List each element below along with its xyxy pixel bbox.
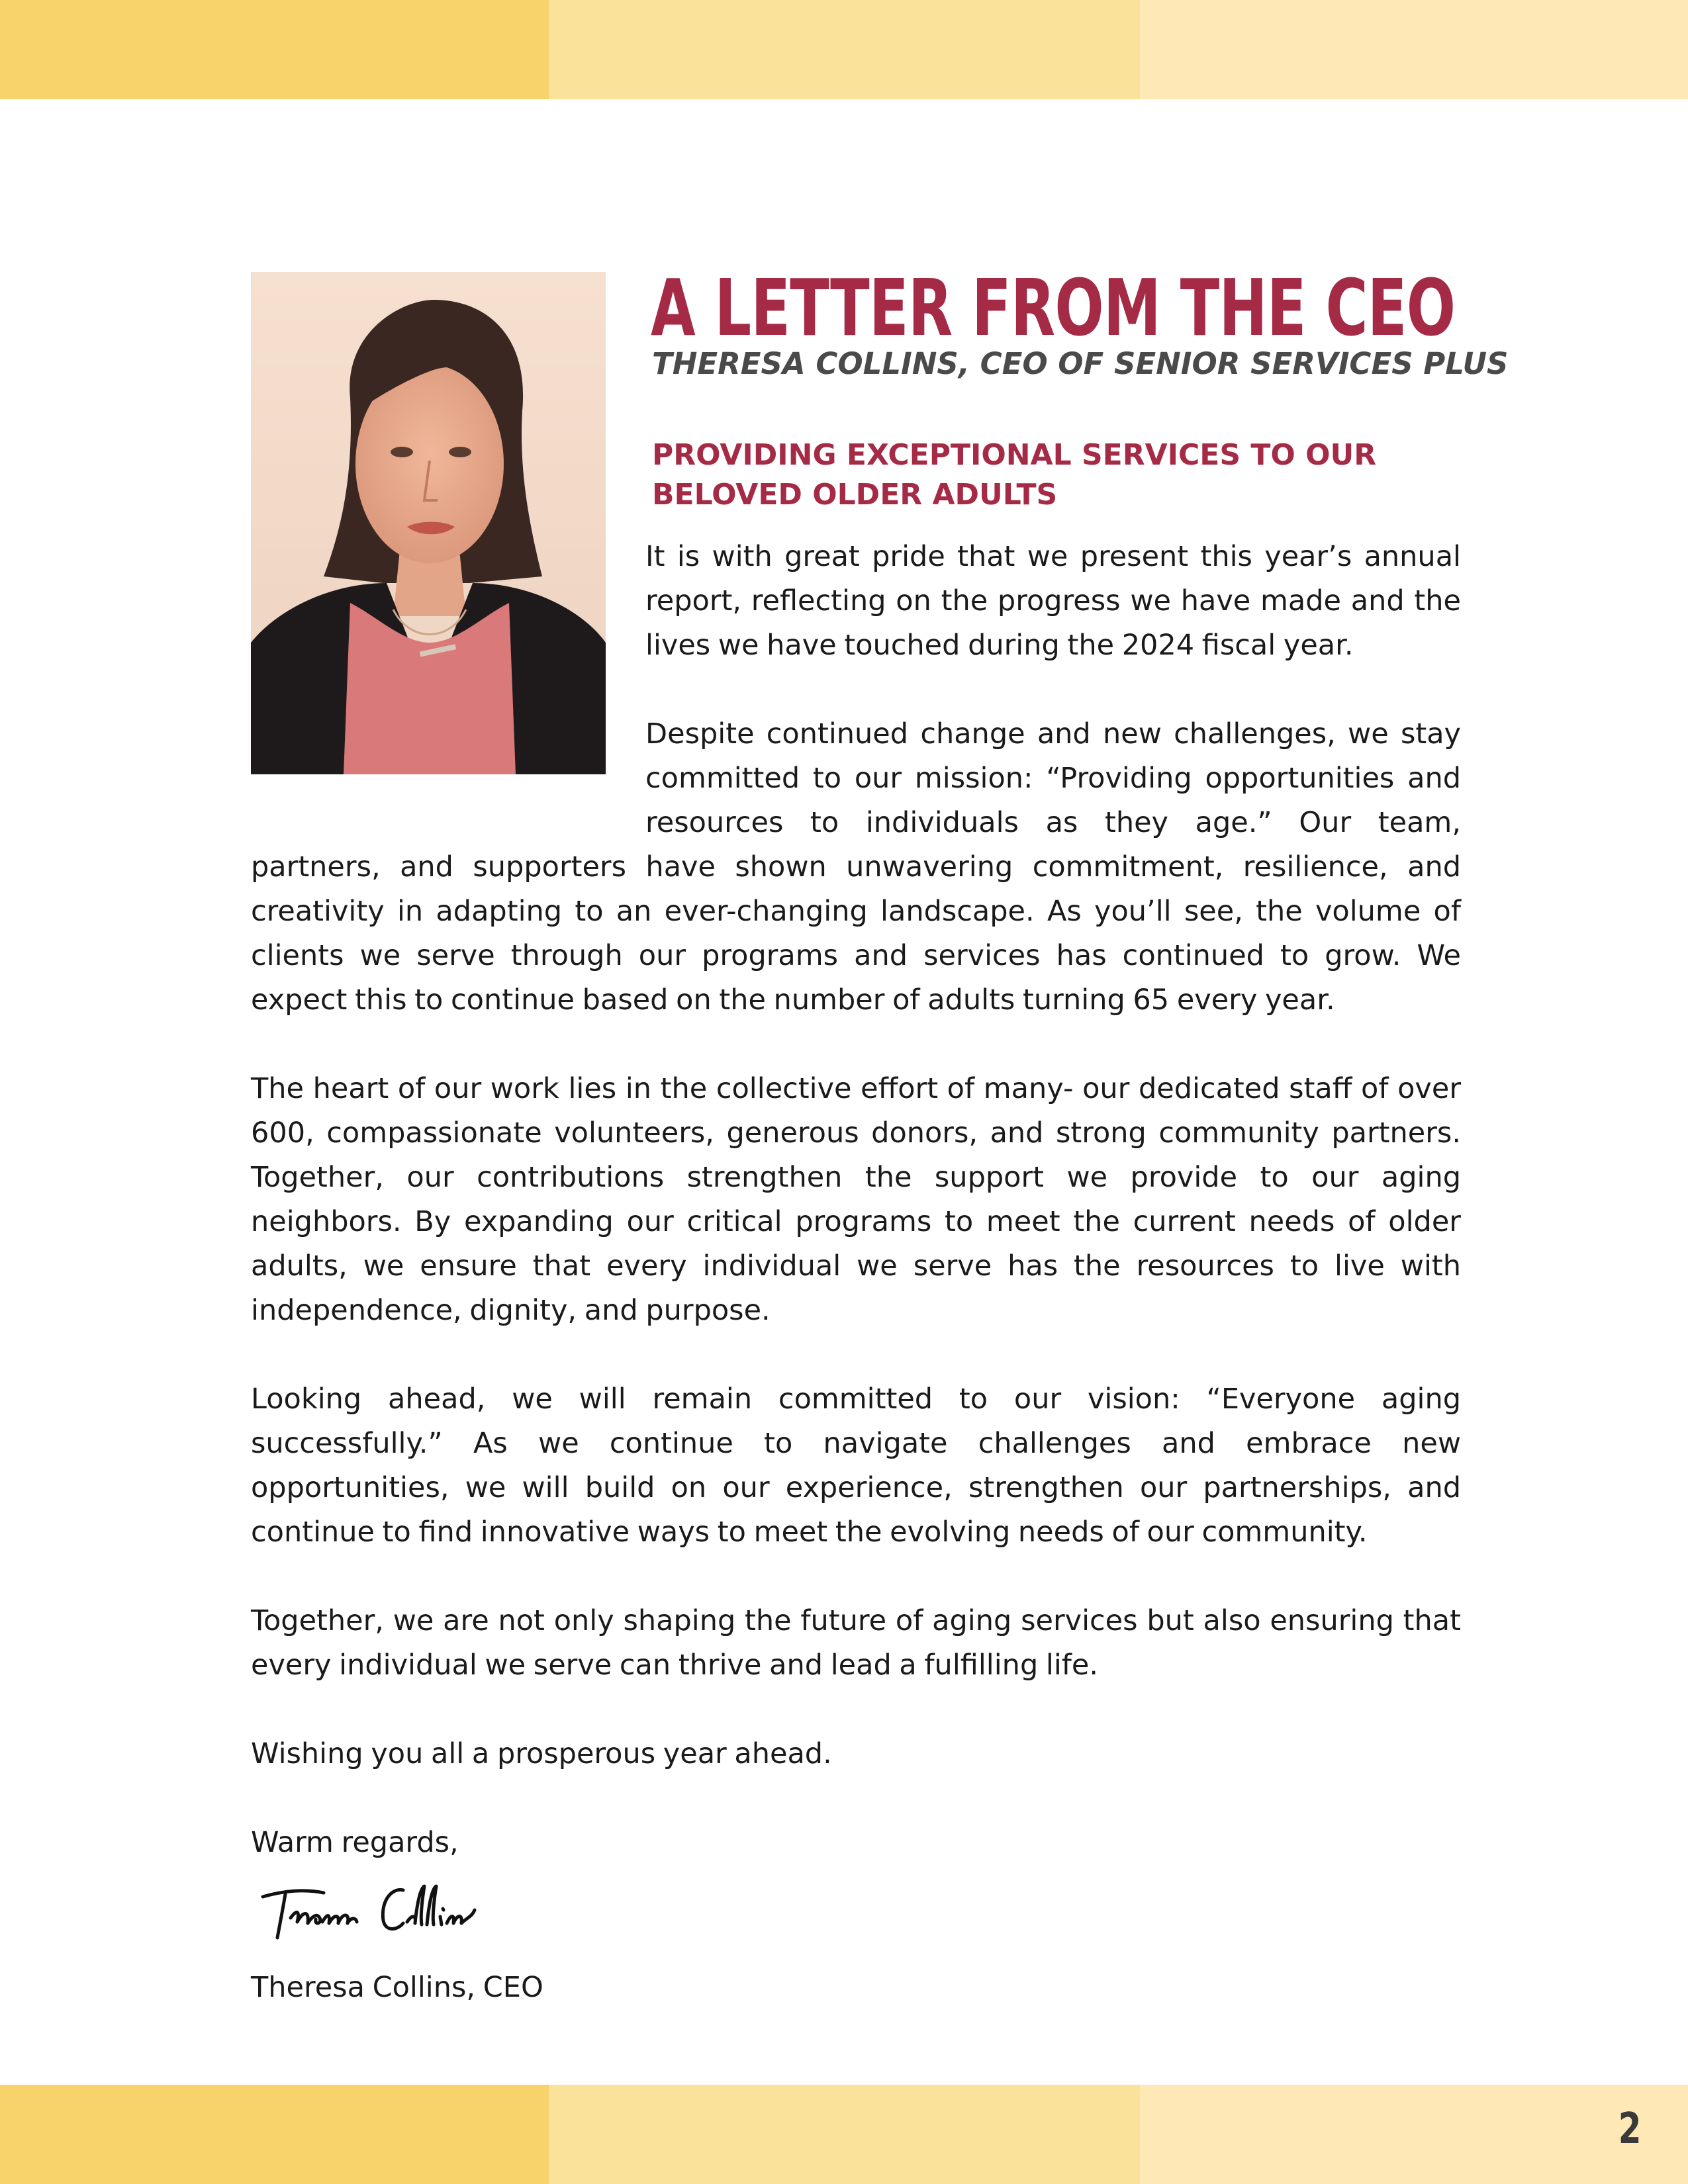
top-band-segment-light [1140,0,1688,99]
page-number: 2 [1618,2105,1642,2154]
letter-paragraph-4: Looking ahead, we will remain committed to our vision: “Everyone aging successfully.” As we continue to navigate challenges and embrace new opportunities, we will build on our experience, strengthen our partnerships, and continue to find innovative ways to meet the evolving needs of our community. [251,1383,1461,1549]
bottom-color-band [0,2085,1688,2184]
letter-paragraph-3: The heart of our work lies in the collective effort of many- our dedicated staff of over 600, compassionate volunteers, generous donors, and strong community partners. Together, our contributions strengthen the support we provide to our aging neighbors. By expanding our critical programs to meet the current needs of older adults, we ensure that every individual we serve has the resources to live with independence, dignity, and purpose. [251,1072,1461,1327]
bottom-band-segment-light [1140,2085,1688,2184]
ceo-byline: THERESA COLLINS, CEO OF SENIOR SERVICES PLUS [652,346,1509,381]
top-color-band [0,0,1688,99]
letter-closing: Warm regards, [251,1826,459,1859]
top-band-segment-mid [549,0,1140,99]
letter-paragraph-6: Wishing you all a prosperous year ahead. [251,1737,832,1770]
section-subheading: PROVIDING EXCEPTIONAL SERVICES TO OUR BELOVED OLDER ADULTS [652,438,1377,512]
ceo-signature [251,1870,489,1943]
letter-paragraph-1: It is with great pride that we present this year’s annual report, reflecting on the progress we have made and the lives we have touched during the 2024 fiscal year. [645,540,1461,662]
bottom-band-segment-dark [0,2085,549,2184]
letter-signoff: Theresa Collins, CEO [251,1971,543,2004]
letter-paragraph-2: Despite continued change and new challenges, we stay committed to our mission: “Providing opportunities and resources to individuals as they age.” Our team, partners, and supporters have shown unwavering commitment, resilience, and creativity in adapting to an ever-changing landscape. As you’ll see, the volume of clients we serve through our programs and services has continued to grow. We expect this to continue based on the number of adults turning 65 every year. [251,717,1461,1017]
bottom-band-segment-mid [549,2085,1140,2184]
letter-body [251,535,1461,2010]
page-title: A LETTER FROM THE CEO [651,262,1456,353]
letter-paragraph-5: Together, we are not only shaping the future of aging services but also ensuring that every individual we serve can thrive and lead a fulfilling life. [251,1604,1461,1682]
photo-wrap-spacer [251,535,645,801]
top-band-segment-dark [0,0,549,99]
